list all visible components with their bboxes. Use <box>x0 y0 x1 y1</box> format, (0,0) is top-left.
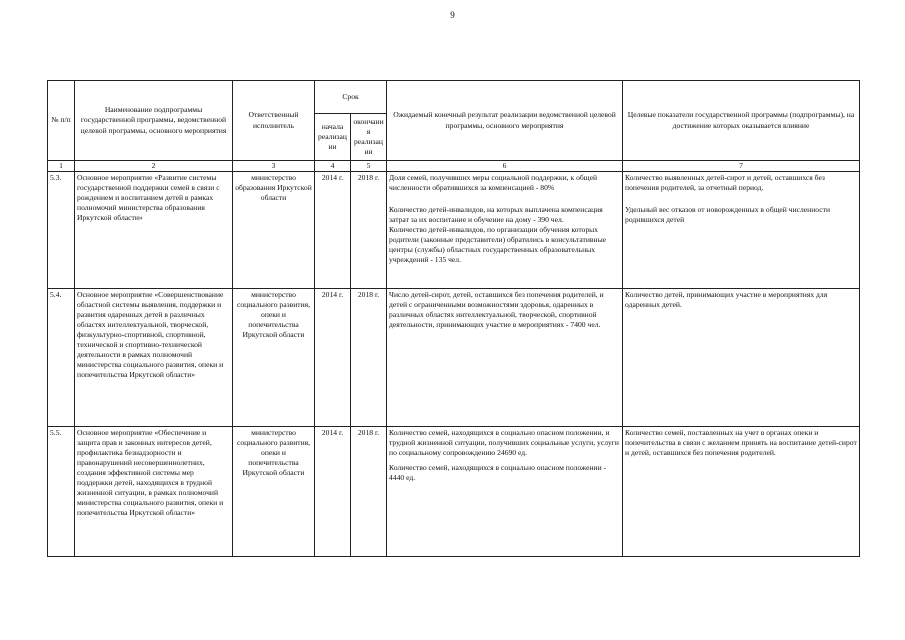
row-name: Основное мероприятие «Развитие системы государственной поддержки семей в связи с рождением и воспитанием детей в рамках полномочий министерства образования Иркутской области» <box>75 172 233 289</box>
column-number: 6 <box>387 161 623 172</box>
header-end: окончания реализации <box>351 114 387 161</box>
header-name: Наименование подпрограммы государственной программы, ведомственной целевой программы, основного мероприятия <box>75 81 233 161</box>
result-item: Количество семей, находящихся в социально опасном положении, и трудной жизненной ситуации, получивших социальные услуги, услуги по социальному сопровождению 24690 ед. <box>389 428 619 458</box>
header-num: № п/п <box>48 81 75 161</box>
row-num: 5.3. <box>48 172 75 289</box>
row-target <box>623 172 860 289</box>
column-number: 7 <box>623 161 860 172</box>
header-result: Ожидаемый конечный результат реализации ведомственной целевой программы, основного мероприятия <box>387 81 623 161</box>
row-executor: министерство социального развития, опеки и попечительства Иркутской области <box>233 289 315 427</box>
row-target <box>623 427 860 557</box>
row-num: 5.5. <box>48 427 75 557</box>
row-name: Основное мероприятие «Совершенствование областной системы выявления, поддержки и развития одаренных детей в различных областях интеллектуальной, творческой, физкультурно-спортивной, спортивной, технической и спортивно-технической деятельности в рамках полномочий министерства социального развития, опеки и попечительства Иркутской области» <box>75 289 233 427</box>
row-name: Основное мероприятие «Обеспечение и защита прав и законных интересов детей, профилактика безнадзорности и правонарушений несовершеннолетних, создания эффективной системы мер поддержки детей, находящихся в трудной жизненной ситуации, в рамках полномочий министерства социального развития, опеки и попечительства Иркутской области» <box>75 427 233 557</box>
row-start: 2014 г. <box>315 172 351 289</box>
row-result <box>387 289 623 427</box>
row-start: 2014 г. <box>315 427 351 557</box>
column-number: 1 <box>48 161 75 172</box>
row-executor: министерство образования Иркутской области <box>233 172 315 289</box>
row-result <box>387 172 623 289</box>
target-item: Количество семей, поставленных на учет в органах опеки и попечительства в связи с желанием принять на воспитание детей-сирот и детей, оставшихся без попечения родителей. <box>625 428 857 458</box>
header-term: Срок <box>315 81 387 114</box>
column-number: 2 <box>75 161 233 172</box>
result-item: Количество семей, находящихся в социально опасном положении - 4440 ед. <box>389 463 607 483</box>
program-table <box>47 80 860 557</box>
page-number: 9 <box>450 10 455 20</box>
result-item: Количество детей-инвалидов, по организации обучения которых родители (законные представители) обратились в консультативные центры (службы) областных государственных образовательных учреждений - 135 чел. <box>389 225 607 265</box>
column-number-row <box>48 161 860 172</box>
row-result <box>387 427 623 557</box>
result-item: Количество детей-инвалидов, на которых выплачена компенсация затрат за их воспитание и обучение на дому - 390 чел. <box>389 205 603 225</box>
column-number: 4 <box>315 161 351 172</box>
table-row <box>48 172 860 289</box>
row-num: 5.4. <box>48 289 75 427</box>
row-executor: министерство социального развития, опеки и попечительства Иркутской области <box>233 427 315 557</box>
row-end: 2018 г. <box>351 289 387 427</box>
target-item: Количество выявленных детей-сирот и детей, оставшихся без попечения родителей, за отчетный период. <box>625 173 825 193</box>
target-item: Количество детей, принимающих участие в мероприятиях для одаренных детей. <box>625 290 828 310</box>
header-start: начала реализации <box>315 114 351 161</box>
header-target: Целевые показатели государственной программы (подпрограммы), на достижение которых оказывается влияние <box>623 81 860 161</box>
row-target <box>623 289 860 427</box>
column-number: 3 <box>233 161 315 172</box>
result-item: Доля семей, получивших меры социальной поддержки, к общей численности обратившихся за компенсацией - 80% <box>389 173 598 193</box>
result-item: Число детей-сирот, детей, оставшихся без попечения родителей, и детей с ограниченными возможностями здоровья, одаренных в различных областях интеллектуальной, творческой, спортивной деятельности, принимающих участие в мероприятиях - 7400 чел. <box>389 290 604 330</box>
row-end: 2018 г. <box>351 172 387 289</box>
row-end: 2018 г. <box>351 427 387 557</box>
row-start: 2014 г. <box>315 289 351 427</box>
table-row <box>48 427 860 557</box>
column-number: 5 <box>351 161 387 172</box>
header-executor: Ответственный исполнитель <box>233 81 315 161</box>
target-item: Удельный вес отказов от новорожденных в общей численности родившихся детей <box>625 205 831 225</box>
table-row <box>48 289 860 427</box>
